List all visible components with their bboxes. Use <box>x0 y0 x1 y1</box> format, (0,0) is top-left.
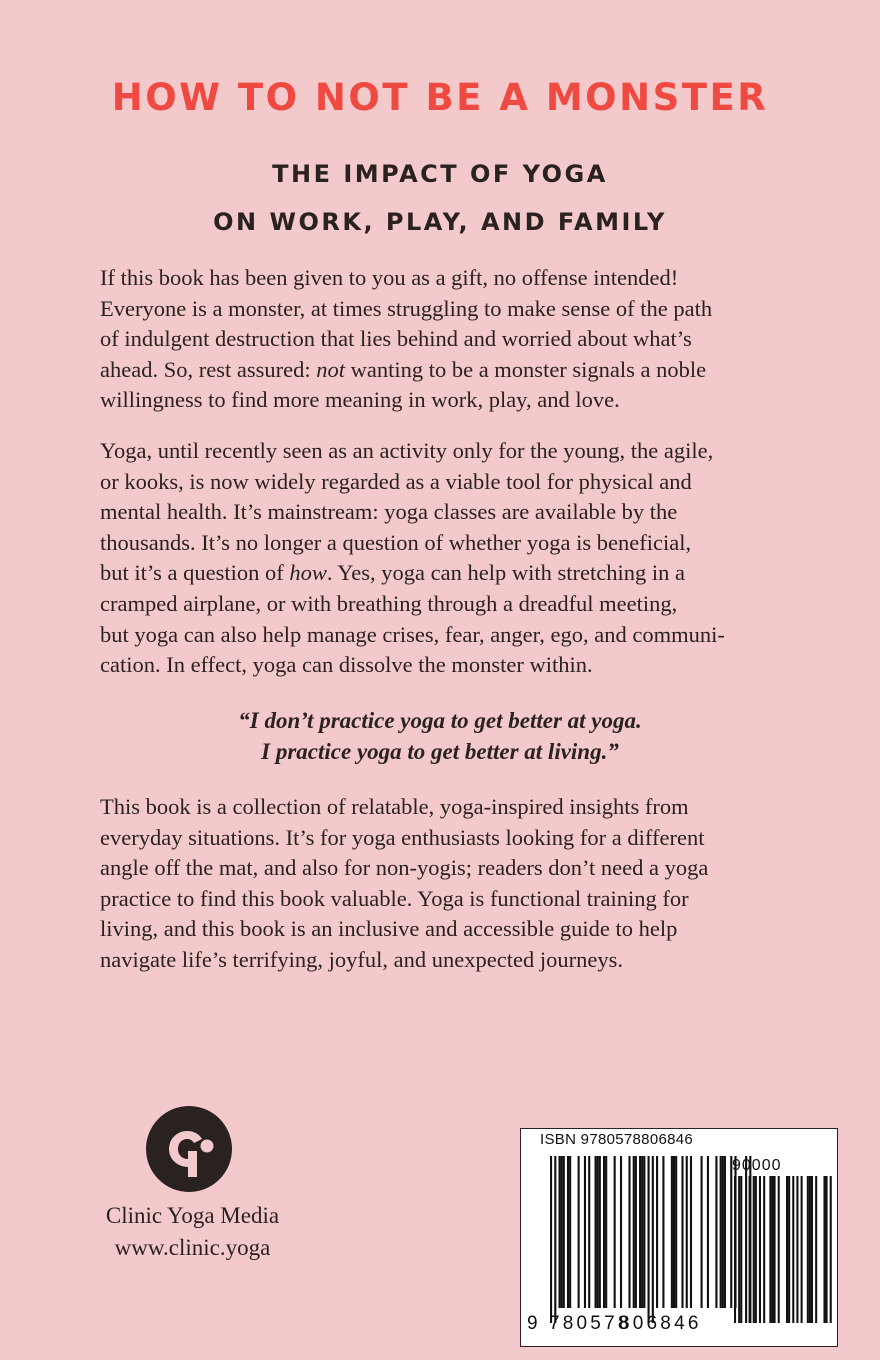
barcode-bar <box>628 1156 630 1308</box>
barcode-bar <box>569 1156 571 1308</box>
paragraph-line <box>100 355 780 386</box>
addon-bar <box>786 1176 788 1323</box>
text-segment: wanting to be a monster signals a noble <box>344 356 707 382</box>
book-title: HOW TO NOT BE A MONSTER <box>111 76 769 119</box>
addon-bar <box>815 1176 817 1323</box>
publisher-website: www.clinic.yoga <box>114 1235 271 1260</box>
blurb-paragraph-1 <box>100 263 780 416</box>
publisher-info <box>100 1200 285 1264</box>
addon-bar <box>749 1176 751 1323</box>
paragraph-line: Yoga, until recently seen as an activity only for the young, the agile, <box>100 438 714 463</box>
addon-bar <box>801 1176 803 1323</box>
paragraph-line: navigate life’s terrifying, joyful, and unexpected journeys. <box>100 946 623 972</box>
paragraph-line: Everyone is a monster, at times struggling to make sense of the path <box>100 295 713 321</box>
emphasis-text: how <box>289 560 327 586</box>
addon-bar <box>769 1176 771 1323</box>
barcode-bar <box>563 1156 565 1308</box>
barcode-bar <box>595 1156 597 1308</box>
paragraph-line: everyday situations. It’s for yoga enthusiasts looking for a different <box>100 824 705 850</box>
addon-bar <box>759 1176 761 1323</box>
barcode-bar <box>722 1156 724 1308</box>
barcode-bar <box>620 1156 622 1308</box>
barcode-bar <box>597 1156 599 1308</box>
barcode-bar <box>730 1156 732 1308</box>
addon-bar <box>778 1176 780 1323</box>
text-segment: . Yes, yoga can help with stretching in a <box>326 560 685 586</box>
paragraph-line: If this book has been given to you as a gift, no offense intended! <box>100 265 679 290</box>
barcode-bar <box>554 1156 556 1323</box>
paragraph-line: willingness to find more meaning in work, play, and love. <box>100 387 620 413</box>
barcode-bar <box>662 1156 664 1308</box>
paragraph-line: This book is a collection of relatable, yoga-inspired insights from <box>100 794 689 819</box>
barcode-bar <box>643 1156 645 1308</box>
pull-quote <box>0 705 880 767</box>
barcode-bar <box>745 1156 747 1323</box>
barcode-bar <box>605 1156 607 1308</box>
blurb-paragraph-3 <box>100 792 780 976</box>
barcode-bar <box>707 1156 709 1308</box>
addon-bar <box>771 1176 773 1323</box>
barcode-bar <box>550 1156 552 1323</box>
paragraph-line: cation. In effect, yoga can dissolve the monster within. <box>100 652 593 678</box>
barcode-bar <box>715 1156 717 1308</box>
barcode-bar <box>652 1156 654 1323</box>
paragraph-line: practice to find this book valuable. Yoga is functional training for <box>100 885 689 911</box>
barcode-bar <box>675 1156 677 1308</box>
addon-bar <box>826 1176 828 1323</box>
publisher-logo-icon <box>144 1104 234 1194</box>
barcode-bar <box>599 1156 601 1308</box>
publisher-name: Clinic Yoga Media <box>105 1203 280 1228</box>
text-segment: ahead. So, rest assured: <box>100 356 317 382</box>
barcode-bar <box>635 1156 637 1308</box>
addon-bar <box>753 1176 755 1323</box>
barcode-bar <box>673 1156 675 1308</box>
barcode-bar <box>639 1156 641 1308</box>
book-subtitle <box>0 150 880 246</box>
subtitle-line-2: ON WORK, PLAY, AND FAMILY <box>213 208 667 236</box>
barcode-bar <box>690 1156 692 1308</box>
blurb-paragraph-2 <box>100 436 780 681</box>
paragraph-line: mental health. It’s mainstream: yoga classes are available by the <box>100 499 678 525</box>
paragraph-line: living, and this book is an inclusive and accessible guide to help <box>100 916 678 942</box>
barcode-bar <box>578 1156 580 1308</box>
barcode-bar <box>724 1156 726 1308</box>
paragraph-line: cramped airplane, or with breathing through a dreadful meeting, <box>100 590 678 616</box>
addon-bar <box>830 1176 832 1323</box>
addon-bar <box>738 1176 740 1323</box>
barcode-left-digits: 780578 <box>549 1313 632 1334</box>
barcode-bar <box>681 1156 683 1308</box>
addon-bar <box>788 1176 790 1323</box>
barcode-bar <box>701 1156 703 1308</box>
paragraph-line: but yoga can also help manage crises, fear, anger, ego, and communi- <box>100 621 725 647</box>
barcode-bar <box>567 1156 569 1308</box>
barcode-bar <box>671 1156 673 1308</box>
isbn-label: ISBN 9780578806846 <box>540 1131 694 1148</box>
paragraph-line: thousands. It’s no longer a question of whether yoga is beneficial, <box>100 529 692 555</box>
paragraph-line: of indulgent destruction that lies behind and worried about what’s <box>100 326 692 352</box>
addon-bar <box>774 1176 776 1323</box>
barcode-bar <box>656 1156 658 1308</box>
barcode-bar <box>588 1156 590 1308</box>
paragraph-line <box>100 558 780 589</box>
addon-price-code: 90000 <box>732 1157 782 1174</box>
emphasis-text: not <box>316 356 345 382</box>
barcode-bar <box>558 1156 560 1308</box>
addon-bar <box>792 1176 794 1323</box>
addon-bar <box>823 1176 825 1323</box>
barcode-bar <box>614 1156 616 1308</box>
addon-bar <box>734 1176 736 1323</box>
barcode-first-digit: 9 <box>527 1313 541 1334</box>
barcode-bar <box>633 1156 635 1308</box>
barcode-right-digits: 806846 <box>619 1313 702 1334</box>
addon-bar <box>811 1176 813 1323</box>
barcode-bar <box>686 1156 688 1308</box>
barcode-bar <box>720 1156 722 1308</box>
addon-bar <box>809 1176 811 1323</box>
text-segment: but it’s a question of <box>100 560 290 586</box>
quote-line-1: “I don’t practice yoga to get better at yoga. <box>238 708 642 733</box>
addon-bar <box>807 1176 809 1323</box>
paragraph-line: angle off the mat, and also for non-yogis; readers don’t need a yoga <box>100 855 709 881</box>
barcode-bar <box>561 1156 563 1308</box>
addon-bar <box>763 1176 765 1323</box>
barcode-bar <box>648 1156 650 1323</box>
paragraph-line: or kooks, is now widely regarded as a viable tool for physical and <box>100 468 692 494</box>
barcode-bar <box>584 1156 586 1308</box>
barcode-bar <box>603 1156 605 1308</box>
addon-bar <box>740 1176 742 1323</box>
subtitle-line-1: THE IMPACT OF YOGA <box>272 160 608 188</box>
quote-line-2: I practice yoga to get better at living.” <box>261 739 619 764</box>
addon-bar <box>796 1176 798 1323</box>
addon-bar <box>755 1176 757 1323</box>
barcode-bar <box>641 1156 643 1308</box>
